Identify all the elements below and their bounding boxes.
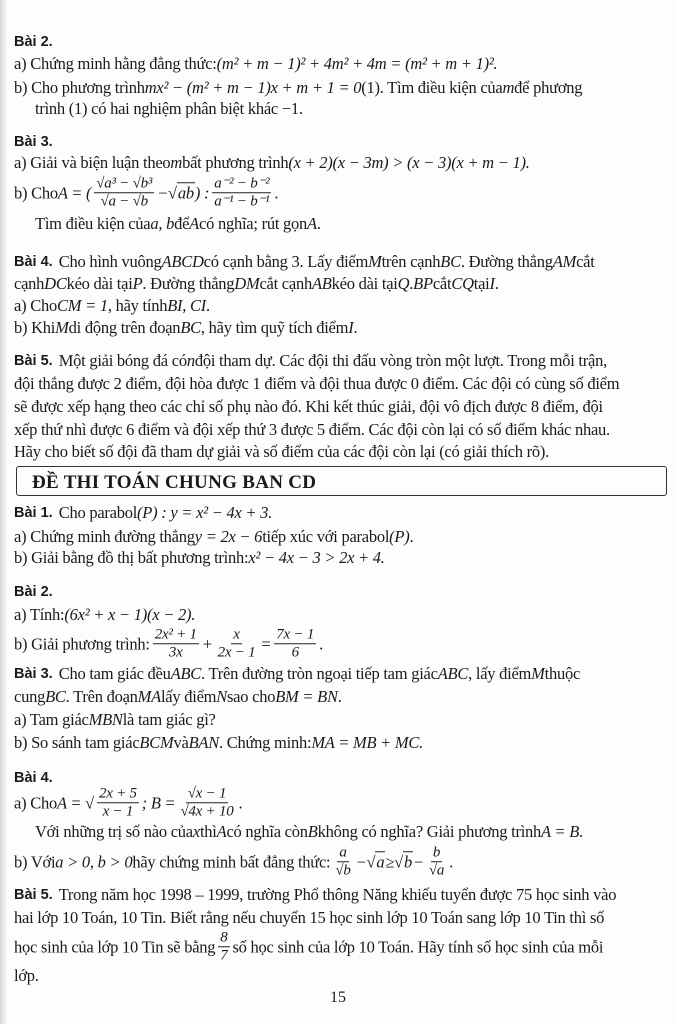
text-line [14, 78, 582, 98]
problem-heading: Bài 2. [14, 584, 53, 600]
text-run: sẽ được xếp hạng theo các chỉ số phụ nào đó. Khi kết thúc giải, đội vô địch được 8 điểm, đội [14, 397, 603, 416]
text-run: không có nghĩa? Giải phương trình [317, 822, 542, 841]
problem-heading: Bài 5. [14, 887, 53, 903]
text-run: tại [473, 274, 490, 293]
text-run: . [353, 318, 358, 337]
text-run: là tam giác gì? [122, 710, 216, 729]
text-line [14, 153, 530, 173]
denominator: 7 [220, 947, 228, 964]
math-expression: MA [137, 687, 161, 706]
text-line [14, 844, 453, 880]
text-run: hãy chứng minh bất đẳng thức: [132, 852, 331, 871]
text-run: b) Cho [14, 183, 58, 202]
denominator: 2x − 1 [217, 644, 256, 661]
text-line [14, 626, 323, 662]
text-line [14, 175, 278, 211]
text-run: Cho hình vuông [58, 252, 162, 271]
text-line [14, 420, 610, 440]
text-run: có nghĩa còn [226, 822, 308, 841]
denominator: √a − √b [100, 193, 148, 210]
math-expression: M [368, 252, 382, 271]
math-expression: A = ( [57, 183, 92, 202]
text-run: Trong năm học 1998 – 1999, trường Phổ thông Năng khiếu tuyển được 75 học sinh vào [58, 885, 617, 904]
text-line [14, 605, 195, 625]
math-expression: − [157, 183, 169, 202]
text-run: . [337, 687, 342, 706]
text-run: di động trên đoạn [68, 318, 181, 337]
math-expression: n [186, 351, 195, 370]
math-expression: MBN [88, 710, 123, 729]
text-run: a) Giải và biện luận theo [14, 153, 171, 172]
text-run: thuộc [544, 664, 581, 683]
numerator: √x − 1 [186, 785, 229, 803]
text-run: . Đường thẳng [142, 274, 235, 293]
text-run: b) Khi [14, 318, 56, 337]
math-expression: A [216, 822, 227, 841]
math-expression: A [307, 214, 317, 233]
text-line [14, 397, 603, 417]
text-line [14, 966, 39, 986]
text-run: kéo dài tại [66, 274, 133, 293]
math-expression: I [348, 318, 354, 337]
math-expression: Q [397, 274, 410, 293]
text-run: a) Chứng minh đường thẳng [14, 527, 195, 546]
text-run: . [579, 822, 583, 841]
text-line [14, 733, 423, 753]
math-expression: BC [440, 252, 461, 271]
radical-sign: √ [366, 852, 376, 871]
math-expression: CQ [451, 274, 474, 293]
numerator: 2x² + 1 [153, 626, 199, 644]
text-line [14, 687, 342, 707]
text-run: a) Cho [14, 793, 57, 812]
text-line [35, 99, 303, 119]
math-expression: ABC [170, 664, 202, 683]
text-run: a) Tam giác [14, 710, 89, 729]
text-run: hai lớp 10 Toán, 10 Tin. Biết rằng nếu chuyển 15 học sinh lớp 10 Toán sang lớp 10 Tin thì số [14, 908, 605, 927]
math-expression: MA = MB + MC. [311, 733, 424, 752]
text-run: (1). Tìm điều kiện của [361, 78, 503, 97]
math-expression: (P) : y = x² − 4x + 3. [137, 503, 273, 522]
math-expression: a, b [150, 214, 175, 233]
fraction [97, 785, 139, 821]
text-line [14, 527, 413, 547]
math-expression: a > 0, b > 0 [55, 852, 133, 871]
math-expression: BCM [139, 733, 174, 752]
text-run: cạnh [14, 274, 45, 293]
math-expression: A [189, 214, 200, 233]
numerator: b [431, 844, 442, 862]
text-run: , hãy tính [107, 296, 168, 315]
text-run: đội thắng được 2 điểm, đội hòa được 1 điểm và đội thua được 0 điểm. Các đội có cùng số điểm [14, 374, 620, 393]
text-run: lấy điểm [160, 687, 217, 706]
problem-heading: Bài 3. [14, 134, 53, 150]
denominator: √a [428, 862, 445, 879]
math-expression: AB [311, 274, 332, 293]
math-expression: N [216, 687, 228, 706]
text-run: Cho tam giác đều [58, 664, 171, 683]
math-expression: BC [180, 318, 201, 337]
math-expression: M [531, 664, 545, 683]
text-line [14, 710, 216, 730]
text-run: cắt [576, 252, 595, 271]
text-line [14, 664, 580, 684]
denominator: √b [335, 862, 351, 879]
text-run: . [449, 852, 453, 871]
denominator: 3x [168, 644, 183, 661]
text-run: Một giải bóng đá có [58, 351, 187, 370]
text-run: . Đường thẳng [460, 252, 553, 271]
fraction [218, 929, 229, 965]
denominator: a⁻¹ − b⁻¹ [214, 193, 270, 210]
math-expression: M [55, 318, 69, 337]
text-line [35, 214, 321, 234]
radicand: a [376, 852, 385, 871]
math-expression: = [260, 634, 272, 653]
math-expression: y = 2x − 6 [194, 527, 263, 546]
text-run: b) So sánh tam giác [14, 733, 140, 752]
math-expression: m [170, 153, 183, 172]
math-expression: BM = BN [275, 687, 338, 706]
math-expression: (x + 2)(x − 3m) > (x − 3)(x + m − 1). [288, 153, 530, 172]
text-run: số học sinh của lớp 10 Toán. Hãy tính số học sinh của mỗi [232, 937, 604, 956]
text-run: để phương [514, 78, 583, 97]
square-root [168, 183, 195, 203]
math-expression: ABC [437, 664, 469, 683]
text-run: . [238, 793, 243, 812]
math-expression: x² − 4x − 3 > 2x + 4. [248, 548, 385, 567]
math-expression: A = √ [56, 793, 94, 812]
radical-sign: √ [394, 852, 403, 871]
text-run: b) Giải phương trình: [14, 634, 150, 653]
square-root [394, 852, 413, 872]
math-expression: ≥ [385, 852, 395, 871]
math-expression: (P) [389, 527, 410, 546]
radicand: b [403, 852, 412, 871]
math-expression: − [355, 852, 367, 871]
math-expression: x [192, 822, 200, 841]
text-line [35, 822, 583, 842]
text-line [14, 296, 210, 316]
text-run: xếp thứ nhì được 6 điểm và đội xếp thứ 3 được 5 điểm. Các đội còn lại có số điểm khác nhau. [14, 420, 610, 439]
fraction [212, 175, 271, 211]
problem-heading: Bài 4. [14, 770, 53, 786]
fraction [216, 626, 258, 662]
fraction [153, 626, 199, 662]
numerator: a [337, 844, 348, 862]
numerator: 8 [218, 929, 229, 947]
math-expression: BC [45, 687, 66, 706]
denominator: 6 [291, 644, 299, 661]
text-run: bất phương trình [182, 153, 289, 172]
text-line [14, 252, 595, 272]
text-run: a) Tính: [14, 605, 65, 624]
math-expression: B [307, 822, 318, 841]
text-run: b) Giải bằng đồ thị bất phương trình: [14, 548, 249, 567]
text-line [14, 374, 619, 394]
text-run: cắt [432, 274, 452, 293]
problem-heading: Bài 4. [14, 254, 53, 270]
text-line [14, 584, 59, 600]
math-expression: ABCD [161, 252, 204, 271]
text-run: b) Với [14, 852, 56, 871]
problem-heading: Bài 5. [14, 353, 53, 369]
math-expression: DC [44, 274, 67, 293]
text-line [14, 770, 59, 786]
text-run: . [319, 634, 323, 653]
math-expression: AM [552, 252, 577, 271]
math-expression: ) : [194, 183, 210, 202]
math-expression: (6x² + x − 1)(x − 2). [64, 605, 196, 624]
text-run: để [174, 214, 190, 233]
text-run: trên cạnh [381, 252, 441, 271]
text-line [14, 274, 499, 294]
text-run: . [206, 296, 210, 315]
text-run: có cạnh bằng 3. Lấy điểm [203, 252, 369, 271]
square-root [367, 852, 386, 872]
text-run: a) Cho [14, 296, 57, 315]
numerator: 7x − 1 [274, 626, 316, 644]
math-expression: CM = 1 [56, 296, 108, 315]
text-run: sao cho [227, 687, 276, 706]
text-line [14, 54, 497, 74]
text-run: a) Chứng minh hằng đẳng thức: [14, 54, 217, 73]
text-run: Hãy cho biết số đội đã tham dự giải và số điểm của các đội còn lại (có giải thích rõ). [14, 442, 549, 461]
fraction [333, 844, 352, 880]
text-line [14, 885, 616, 905]
text-run: tiếp xúc với parabol [262, 527, 390, 546]
text-run: . [494, 274, 499, 293]
fraction [94, 175, 154, 211]
text-run: Cho parabol [58, 503, 138, 522]
text-run: Tìm điều kiện của [35, 214, 151, 233]
text-run: có nghĩa; rút gọn [199, 214, 308, 233]
text-run: . [409, 527, 414, 546]
text-run: học sinh của lớp 10 Tin sẽ bằng [14, 937, 216, 956]
text-line [14, 134, 59, 150]
text-run: kéo dài tại [331, 274, 398, 293]
math-expression: − [412, 852, 424, 871]
text-run: lớp. [14, 966, 39, 985]
text-run: b) Cho phương trình [14, 78, 145, 97]
text-line [14, 318, 357, 338]
text-line [14, 351, 607, 371]
numerator: x [231, 626, 241, 644]
text-run: cung [14, 687, 46, 706]
numerator: a⁻² − b⁻² [212, 175, 271, 193]
section-title: ĐỀ THI TOÁN CHUNG BAN CD [32, 472, 317, 493]
problem-heading: Bài 2. [14, 34, 53, 50]
text-run: Với những trị số nào của [35, 822, 193, 841]
math-expression: ; B = [141, 793, 176, 812]
text-line [14, 503, 272, 523]
fraction [427, 844, 446, 880]
problem-heading: Bài 3. [14, 666, 53, 682]
math-expression: I [489, 274, 495, 293]
page-number: 15 [330, 989, 346, 1006]
math-expression: BI, CI [167, 296, 207, 315]
text-run: , hãy tìm quỹ tích điểm [200, 318, 349, 337]
text-line [14, 548, 385, 568]
math-expression: m [502, 78, 515, 97]
text-run: đội tham dự. Các đội thi đấu vòng tròn một lượt. Trong mỗi trận, [194, 351, 607, 370]
denominator: x − 1 [102, 803, 134, 820]
text-run: . [274, 183, 279, 202]
text-run: . Trên đoạn [65, 687, 138, 706]
math-expression: + [201, 634, 213, 653]
text-line [14, 785, 242, 821]
radical-sign: √ [168, 183, 177, 202]
numerator: √a³ − √b³ [94, 175, 154, 193]
math-expression: A = B [541, 822, 580, 841]
text-run: . Chứng minh: [218, 733, 312, 752]
text-run: . [409, 274, 414, 293]
text-run: . [316, 214, 321, 233]
text-run: trình (1) có hai nghiệm phân biệt khác −1. [35, 99, 303, 118]
math-expression: BP [413, 274, 433, 293]
radicand: ab [177, 183, 194, 202]
fraction [178, 785, 235, 821]
text-line [14, 908, 604, 928]
math-expression: DM [234, 274, 260, 293]
text-line [14, 929, 603, 965]
math-expression: P [132, 274, 143, 293]
text-run: . Trên đường tròn ngoại tiếp tam giác [201, 664, 438, 683]
math-expression: mx² − (m² + m − 1)x + m + 1 = 0 [144, 78, 362, 97]
page-edge-shadow [0, 0, 6, 1024]
text-line [14, 34, 59, 50]
denominator: √4x + 10 [180, 803, 234, 820]
math-expression: BAN [188, 733, 219, 752]
text-run: cắt cạnh [259, 274, 312, 293]
math-expression: (m² + m − 1)² + 4m² + 4m = (m² + m + 1)². [216, 54, 498, 73]
text-run: và [173, 733, 189, 752]
numerator: 2x + 5 [97, 785, 139, 803]
problem-heading: Bài 1. [14, 505, 53, 521]
text-line [14, 442, 549, 462]
fraction [274, 626, 316, 662]
text-run: , lấy điểm [468, 664, 532, 683]
text-run: thì [199, 822, 217, 841]
